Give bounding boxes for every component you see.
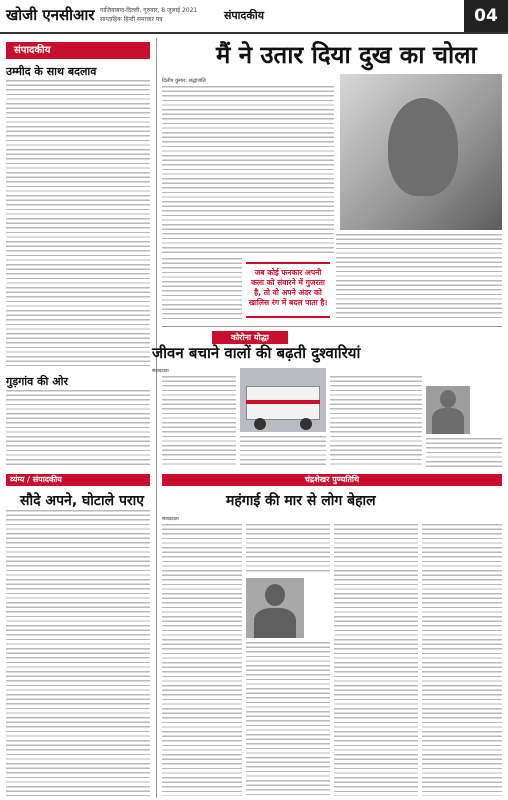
feature-byline: संवाददाता	[162, 517, 179, 522]
editorial1-text-block	[6, 80, 150, 366]
editorial-label: संपादकीय	[6, 42, 150, 59]
feature-label: चंद्रशेखर पुण्यतिथि	[162, 474, 502, 486]
masthead-meta	[100, 6, 197, 24]
newspaper-logo: खोजी एनसीआर	[6, 6, 95, 24]
wheel-icon	[254, 418, 266, 430]
portrait-head	[265, 584, 285, 606]
corona-text-col1	[162, 376, 236, 468]
corona-headline: जीवन बचाने वालों की बढ़ती दुश्वारियां	[152, 344, 361, 362]
ambulance-photo	[240, 368, 326, 432]
corona-text-col2	[240, 436, 326, 468]
main-text-col3	[336, 234, 502, 320]
corona-label: कोरोना योद्धा	[212, 331, 288, 344]
main-text-col1	[162, 86, 334, 256]
date-line: गाजियाबाद-दिल्ली, गुरुवार, 8 जुलाई 2021	[100, 7, 198, 14]
corona-text-col4	[426, 438, 502, 468]
ambulance-stripe	[246, 400, 320, 404]
feature-text-col4	[422, 524, 502, 796]
main-text-col1b	[162, 258, 242, 320]
feature-text-col3	[334, 524, 418, 796]
corona-byline: संवाददाता	[152, 369, 169, 374]
editorial2-title: गुड़गांव की ओर	[6, 375, 68, 388]
pull-quote	[246, 262, 330, 318]
person-photo	[426, 386, 470, 434]
section-divider	[162, 326, 502, 327]
column-divider	[156, 38, 157, 798]
editorial1-title: उम्मीद के साथ बदलाव	[6, 65, 97, 78]
feature-text-col2a	[246, 524, 330, 574]
person-body	[432, 408, 464, 434]
feature-headline: महंगाई की मार से लोग बेहाल	[226, 493, 376, 509]
portrait-photo-2	[246, 578, 304, 638]
feature-text-col2b	[246, 642, 330, 796]
editorial3-title: सौदे अपने, घोटाले पराए	[20, 493, 145, 509]
main-byline: दिलीप कुमार: श्रद्धांजलि	[162, 78, 206, 84]
feature-text-col1	[162, 524, 242, 796]
corona-text-col3	[330, 376, 422, 468]
page-number: 04	[464, 0, 508, 32]
portrait-body	[254, 608, 296, 638]
main-headline: मैं ने उतार दिया दुख का चोला	[216, 41, 477, 69]
face-shape	[388, 98, 458, 196]
editorial3-label: व्यंग्य / संपादकीय	[6, 474, 150, 486]
tagline: साप्ताहिक हिन्दी समाचार पत्र	[100, 16, 163, 23]
section-title: संपादकीय	[224, 9, 265, 22]
wheel-icon	[300, 418, 312, 430]
editorial2-text-block	[6, 390, 150, 468]
masthead	[0, 0, 508, 34]
portrait-photo	[340, 74, 502, 230]
pull-quote-text: जब कोई फनकार अपनी कला को संवारने में गुजरता है, तो वो अपने अंदर को खालिस रंग में बदल पाता है।	[248, 268, 328, 307]
editorial3-text-block	[6, 510, 150, 796]
person-head	[440, 390, 456, 408]
